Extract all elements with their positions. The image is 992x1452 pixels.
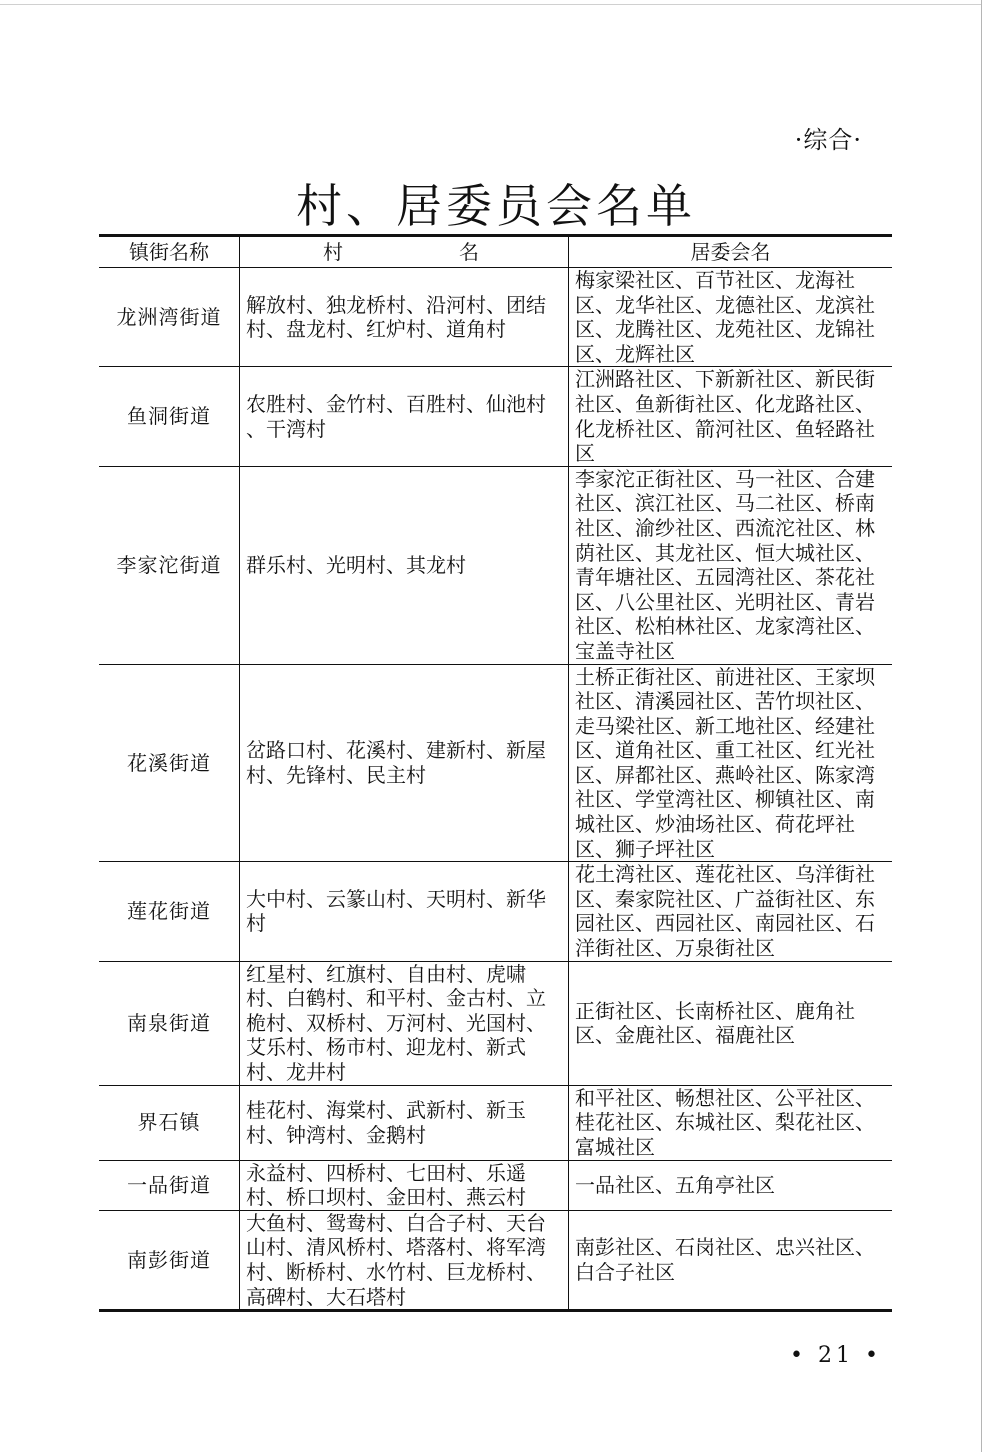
- committee-cell: 梅家梁社区、百节社区、龙海社区、龙华社区、龙德社区、龙滨社区、龙腾社区、龙苑社区、龙锦社区、龙辉社区: [569, 268, 893, 367]
- table-row: [99, 466, 892, 664]
- page-title: 村、居委员会名单: [296, 179, 696, 233]
- town-cell: 一品街道: [99, 1160, 240, 1210]
- scan-edge-top: [0, 4, 982, 5]
- table-row: [99, 862, 892, 961]
- town-cell: 花溪街道: [99, 664, 240, 862]
- section-tag: ·综合·: [794, 126, 862, 154]
- committee-cell: 南彭社区、石岗社区、忠兴社区、白合子社区: [569, 1210, 893, 1310]
- village-cell: 桂花村、海棠村、武新村、新玉村、钟湾村、金鹅村: [240, 1085, 569, 1160]
- column-header-village: [240, 236, 569, 268]
- town-cell: 南泉街道: [99, 961, 240, 1085]
- village-cell: 解放村、独龙桥村、沿河村、团结村、盘龙村、红炉村、道角村: [240, 268, 569, 367]
- column-header-village-b: 名: [459, 239, 485, 264]
- town-cell: 界石镇: [99, 1085, 240, 1160]
- table-row: [99, 268, 892, 367]
- table-row: [99, 1085, 892, 1160]
- town-cell: 南彭街道: [99, 1210, 240, 1310]
- committee-cell: 和平社区、畅想社区、公平社区、桂花社区、东城社区、梨花社区、富城社区: [569, 1085, 893, 1160]
- table-row: [99, 664, 892, 862]
- town-cell: 李家沱街道: [99, 466, 240, 664]
- committee-cell: 土桥正街社区、前进社区、王家坝社区、清溪园社区、苦竹坝社区、走马梁社区、新工地社区、经建社区、道角社区、重工社区、红光社区、屏都社区、燕岭社区、陈家湾社区、学堂湾社区、柳镇社区、南城社区、炒油场社区、荷花坪社区、狮子坪社区: [569, 664, 893, 862]
- table-row: [99, 1160, 892, 1210]
- town-cell: 莲花街道: [99, 862, 240, 961]
- town-cell: 鱼洞街道: [99, 367, 240, 466]
- column-header-committee: 居委会名: [569, 236, 893, 268]
- village-cell: 红星村、红旗村、自由村、虎啸村、白鹤村、和平村、金古村、立桅村、双桥村、万河村、光国村、艾乐村、杨市村、迎龙村、新式村、龙井村: [240, 961, 569, 1085]
- column-header-town: 镇街名称: [99, 236, 240, 268]
- village-cell: 永益村、四桥村、七田村、乐遥村、桥口坝村、金田村、燕云村: [240, 1160, 569, 1210]
- page-number: • 21 •: [790, 1343, 882, 1368]
- village-cell: 大鱼村、鸳鸯村、白合子村、天台山村、清风桥村、塔落村、将军湾村、断桥村、水竹村、巨龙桥村、高碑村、大石塔村: [240, 1210, 569, 1310]
- village-cell: 大中村、云篆山村、天明村、新华村: [240, 862, 569, 961]
- village-cell: 农胜村、金竹村、百胜村、仙池村 、干湾村: [240, 367, 569, 466]
- committee-roster-table: [99, 234, 892, 1312]
- column-header-village-a: 村: [323, 239, 349, 264]
- committee-cell: 李家沱正街社区、马一社区、合建社区、滨江社区、马二社区、桥南社区、渝纱社区、西流沱社区、林荫社区、其龙社区、恒大城社区、青年塘社区、五园湾社区、茶花社区、八公里社区、光明社区、青岩社区、松柏林社区、龙家湾社区、宝盖寺社区: [569, 466, 893, 664]
- table-row: [99, 961, 892, 1085]
- committee-cell: 正街社区、长南桥社区、鹿角社区、金鹿社区、福鹿社区: [569, 961, 893, 1085]
- town-cell: 龙洲湾街道: [99, 268, 240, 367]
- committee-cell: 江洲路社区、下新新社区、新民街社区、鱼新街社区、化龙路社区、化龙桥社区、箭河社区、鱼轻路社区: [569, 367, 893, 466]
- committee-cell: 花土湾社区、莲花社区、乌洋街社区、秦家院社区、广益街社区、东园社区、西园社区、南园社区、石洋街社区、万泉街社区: [569, 862, 893, 961]
- table-header-row: [99, 236, 892, 268]
- table-row: [99, 367, 892, 466]
- table-row: [99, 1210, 892, 1310]
- committee-cell: 一品社区、五角亭社区: [569, 1160, 893, 1210]
- village-cell: 岔路口村、花溪村、建新村、新屋村、先锋村、民主村: [240, 664, 569, 862]
- village-cell: 群乐村、光明村、其龙村: [240, 466, 569, 664]
